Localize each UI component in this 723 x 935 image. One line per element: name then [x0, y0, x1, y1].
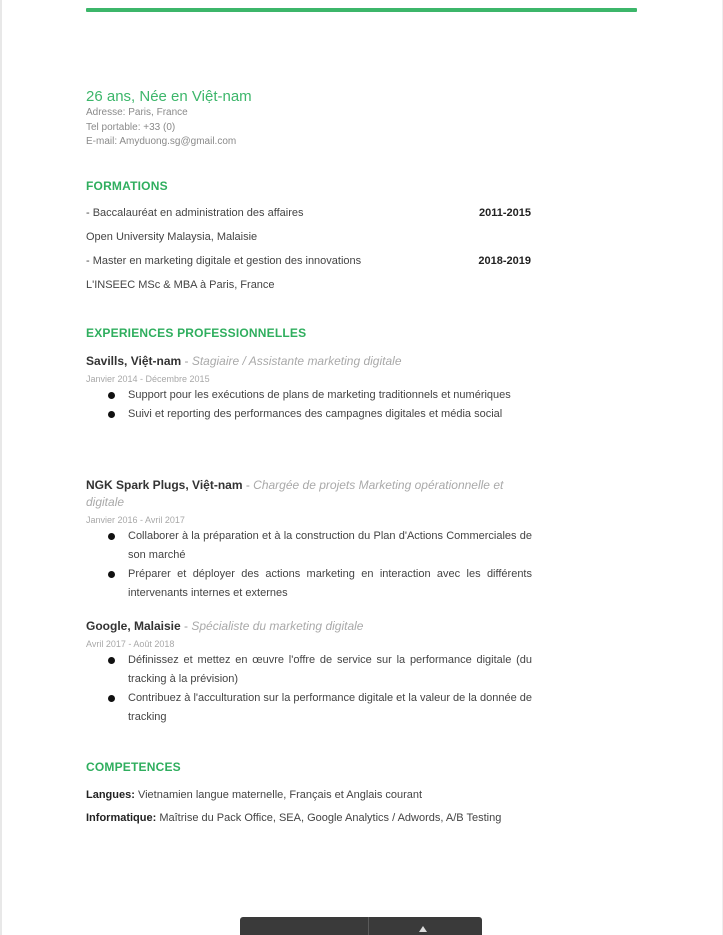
- viewer-toolbar: [240, 917, 482, 935]
- top-accent-rule: [86, 8, 637, 12]
- experience-company: Google, Malaisie: [86, 619, 181, 633]
- it-skills-line: [86, 809, 532, 828]
- bullet-item: Suivi et reporting des performances des campagnes digitales et média social: [86, 405, 532, 424]
- section-title-competences: COMPETENCES: [86, 760, 181, 774]
- experience-item: [86, 618, 532, 727]
- formation-years: 2011-2015: [479, 207, 531, 219]
- experience-heading: [86, 618, 532, 635]
- languages-value: Vietnamien langue maternelle, Français et Anglais courant: [134, 789, 423, 801]
- formation-degree: - Master en marketing digitale et gestion des innovations: [86, 255, 362, 267]
- formation-school: Open University Malaysia, Malaisie: [86, 231, 258, 243]
- section-title-formations: FORMATIONS: [86, 179, 168, 193]
- it-skills-value: Maîtrise du Pack Office, SEA, Google Analytics / Adwords, A/B Testing: [156, 812, 502, 824]
- experience-role: Stagiaire / Assistante marketing digitale: [191, 354, 402, 368]
- formation-item: [86, 254, 531, 293]
- experience-role: Chargée de projets Marketing opérationnelle et digitale: [86, 478, 504, 509]
- experience-item: [86, 477, 532, 603]
- experience-dates: Avril 2017 - Août 2018: [86, 639, 175, 649]
- age-birthplace: 26 ans, Née en Việt-nam: [86, 88, 252, 105]
- experience-company: Savills, Việt-nam: [86, 354, 182, 368]
- upload-arrow-icon: [419, 926, 427, 932]
- bullet-item: Préparer et déployer des actions marketing en interaction avec les différents intervenants internes et externes: [86, 565, 532, 603]
- experience-separator: -: [180, 619, 192, 633]
- experience-dates: Janvier 2016 - Avril 2017: [86, 515, 185, 525]
- experience-bullets: [86, 386, 532, 424]
- experience-bullets: [86, 651, 532, 727]
- address-line: Adresse: Paris, France: [86, 107, 188, 118]
- experience-role: Spécialiste du marketing digitale: [191, 619, 364, 633]
- experience-company: NGK Spark Plugs, Việt-nam: [86, 478, 243, 492]
- formation-degree: - Baccalauréat en administration des affaires: [86, 207, 304, 219]
- email-line: E-mail: Amyduong.sg@gmail.com: [86, 136, 237, 147]
- experience-bullets: [86, 527, 532, 603]
- cv-header: [86, 88, 536, 150]
- bullet-item: Support pour les exécutions de plans de marketing traditionnels et numériques: [86, 386, 532, 405]
- formation-item: [86, 206, 531, 245]
- bullet-item: Collaborer à la préparation et à la construction du Plan d'Actions Commerciales de son marché: [86, 527, 532, 565]
- experience-item: [86, 353, 532, 424]
- experience-heading: [86, 477, 532, 511]
- toolbar-button[interactable]: [369, 917, 482, 935]
- experience-dates: Janvier 2014 - Décembre 2015: [86, 374, 210, 384]
- section-title-experiences: EXPERIENCES PROFESSIONNELLES: [86, 326, 307, 340]
- languages-label: Langues:: [86, 789, 135, 801]
- formation-school: L'INSEEC MSc & MBA à Paris, France: [86, 279, 275, 291]
- it-skills-label: Informatique:: [86, 812, 157, 824]
- languages-line: [86, 786, 532, 805]
- bullet-item: Contribuez à l'acculturation sur la performance digitale et la valeur de la donnée de tracking: [86, 689, 532, 727]
- formation-years: 2018-2019: [478, 255, 531, 267]
- experience-separator: -: [181, 354, 192, 368]
- experience-separator: -: [242, 478, 254, 492]
- toolbar-button[interactable]: [240, 917, 368, 935]
- experience-heading: [86, 353, 532, 370]
- phone-line: Tel portable: +33 (0): [86, 121, 176, 133]
- bullet-item: Définissez et mettez en œuvre l'offre de service sur la performance digitale (du tracking à la prévision): [86, 651, 532, 689]
- page-left-edge: [0, 0, 2, 935]
- skills-block: [86, 786, 532, 832]
